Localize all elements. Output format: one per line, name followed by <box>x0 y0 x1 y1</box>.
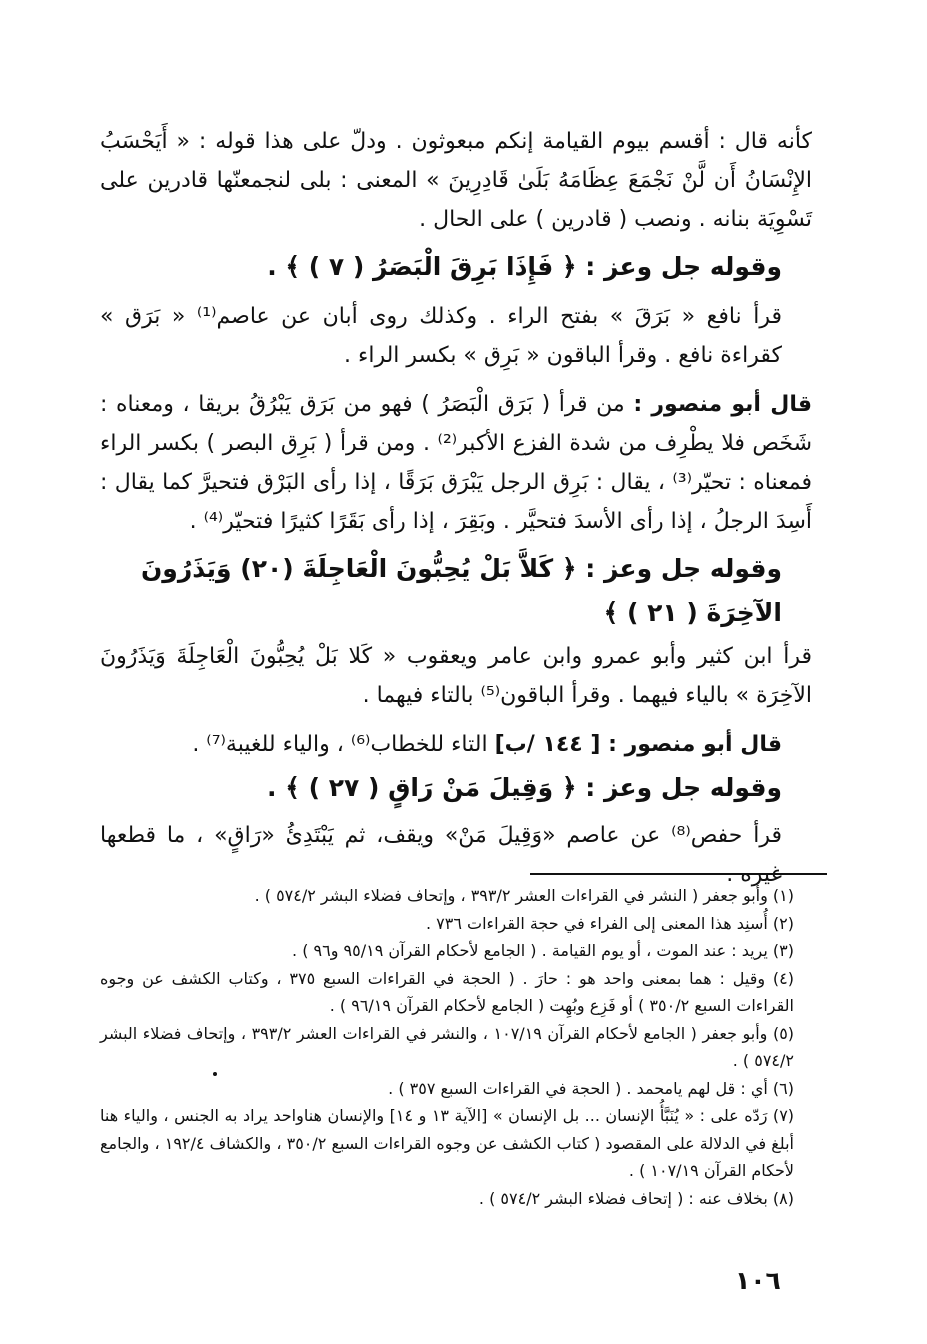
verse-heading-3: وقوله جل وعز : ﴿ وَقِيلَ مَنْ رَاقٍ ( ٢٧ ) ﴾ . <box>267 773 782 802</box>
paragraph-5 <box>100 725 812 764</box>
paragraph-3-text: من قرأ ( بَرَق الْبَصَرُ ) فهو من بَرَق يَبْرُقُ بريقا ، ومعناه : شَخَص فلا يطْرِف من شدة الفزع الأكبر⁽²⁾ . ومن قرأ ( بَرِق البصر ) بكسر الراء فمعناه : تحيّر⁽³⁾ ، يقال : بَرِق الرجل يَبْرَق بَرَقًا ، إذا رأى البَرْق فتحيرَّ كما يقال : أَسِدَ الرجلُ ، إذا رأى الأسدَ فتحيَّر . وبَقِرَ ، إذا رأى بَقَرًا كثيرًا فتحيّر⁽⁴⁾ . <box>100 392 813 534</box>
footnote-5: (٥) وأبو جعفر ( الجامع لأحكام القرآن ١٠٧/١٩ ، والنشر في القراءات العشر ٣٩٣/٢ ، وإتحاف فضلاء البشر ٥٧٤/٢ ) . <box>100 1023 795 1070</box>
footnotes <box>100 882 812 1212</box>
footnote-1: (١) وأبو جعفر ( النشر في القراءات العشر ٣٩٣/٢ ، وإتحاف فضلاء البشر ٥٧٤/٢ ) . <box>254 886 794 905</box>
footnote-2: (٢) أُسنِد هذا المعنى إلى الفراء في حجة القراءات ٧٣٦ . <box>426 913 794 933</box>
paragraph-1: كأنه قال : أقسم بيوم القيامة إنكم مبعوثون . ودلّ على هذا قوله : « أَيَحْسَبُ الإِنْسَانُ أَن لَّنْ نَجْمَعَ عِظَامَهُ بَلَىٰ قَادِرِينَ » المعنى : بلى لنجمعنّها قادرين على تَسْوِيَة بنانه . ونصب ( قادرين ) على الحال . <box>100 129 812 232</box>
paragraph-2: قرأ نافع « بَرَقَ » بفتح الراء . وكذلك روى أبان عن عاصم⁽¹⁾ « بَرَق » كقراءة نافع . وقرأ الباقون « بَرِق » بكسر الراء . <box>100 304 782 368</box>
verse-heading-2: وقوله جل وعز : ﴿ كَلاَّ بَلْ يُحِبُّونَ الْعَاجِلَةَ (٢٠) وَيَذَرُونَ الآخِرَةَ ( ٢١ ) ﴾ <box>140 554 782 627</box>
paragraph-6: قرأ حفص⁽⁸⁾ عن عاصم «وَقِيلَ مَنْ» ويقف، ثم يَبْتَدِئُ «رَاقٍ» ، ما قطعها غيره . <box>100 823 782 887</box>
footnote-4: (٤) وقيل : هما بمعنى واحد هو : حارَ . ( الحجة في القراءات السبع ٣٧٥ ، وكتاب الكشف عن وجوه القراءات السبع ٣٥٠/٢ ) أو فَزِع وبُهِت ( الجامع لأحكام القرآن ٩٦/١٩ ) . <box>100 968 794 1015</box>
author-lead: قال أبو منصور : <box>633 392 812 417</box>
verse-heading-1: وقوله جل وعز : ﴿ فَإِذَا بَرِقَ الْبَصَرُ ( ٧ ) ﴾ . <box>267 252 782 281</box>
paragraph-3 <box>100 385 812 541</box>
paragraph-5-text: التاء للخطاب⁽⁶⁾ ، والياء للغيبة⁽⁷⁾ . <box>192 732 495 757</box>
footnote-7: (٧) رَدّه على : « يُنَبَّأُ الإنسان ... بل الإنسان » [الآية ١٣ و ١٤] والإنسان هناواحد يراد به الجنس ، والياء هنا أبلغ في الدلالة على المقصود ( كتاب الكشف عن وجوه القراءات السبع ٣٥٠/٢ ، والكشاف ١٩٢/٤ ، والجامع لأحكام القرآن ١٠٧/١٩ ) . <box>100 1106 795 1180</box>
ink-dot <box>213 1072 217 1076</box>
author-lead-2: قال أبو منصور : [ ١٤٤ /ب] <box>494 732 782 757</box>
paragraph-4: قرأ ابن كثير وأبو عمرو وابن عامر ويعقوب « كَلا بَلْ يُحِبُّونَ الْعَاجِلَةَ وَيَذَرُونَ الآخِرَة » بالياء فيهما . وقرأ الباقون⁽⁵⁾ بالتاء فيهما . <box>100 644 812 708</box>
page-number: ١٠٦ <box>735 1266 781 1295</box>
footnote-3: (٣) يريد : عند الموت ، أو يوم القيامة . ( الجامع لأحكام القرآن ٩٥/١٩ و٩٦ ) . <box>292 941 794 960</box>
footnote-8: (٨) بخلاف عنه : ( إتحاف فضلاء البشر ٥٧٤/٢ ) . <box>478 1188 794 1208</box>
footnote-6: (٦) أي : قل لهم يامحمد . ( الحجة في القراءات السبع ٣٥٧ ) . <box>388 1078 794 1098</box>
footnote-separator <box>530 873 827 875</box>
